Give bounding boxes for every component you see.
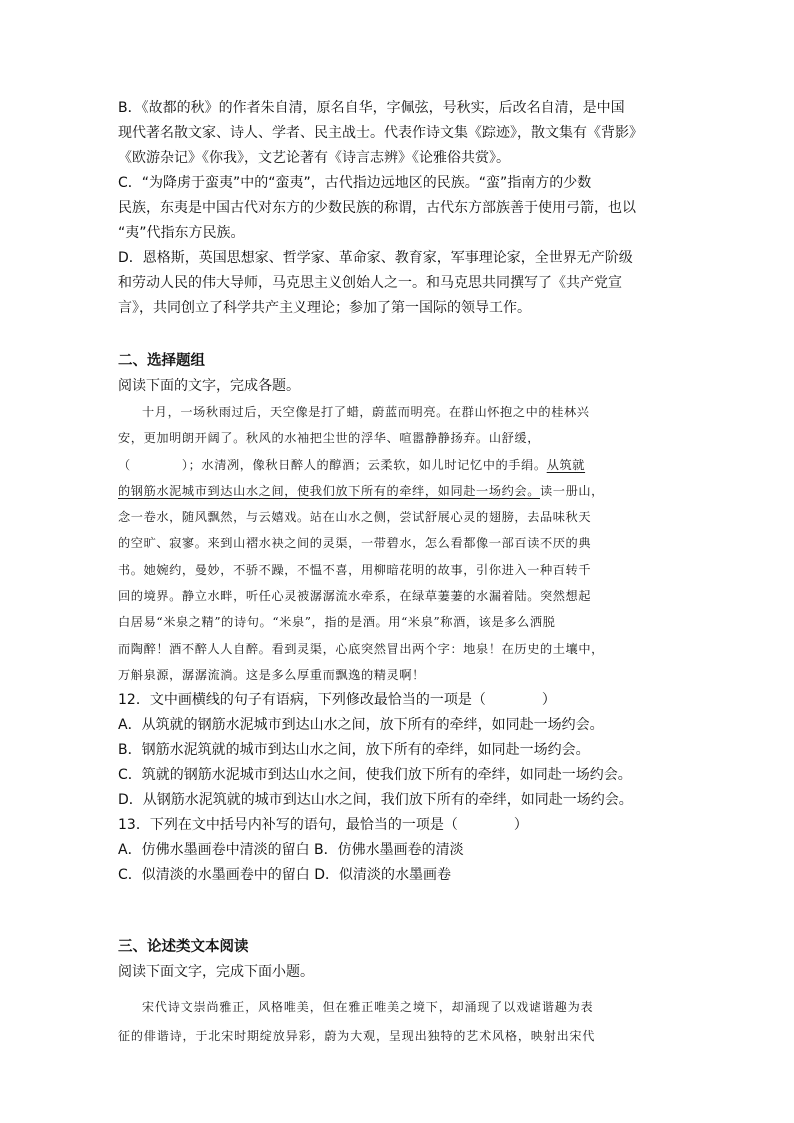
option-c-line-3: “夷”代指东方民族。 — [118, 225, 245, 241]
option-d-line-1: D．恩格斯，英国思想家、哲学家、革命家、教育家，军事理论家，全世界无产阶级 — [118, 250, 633, 266]
option-b-line-3: 《欧游杂记》《你我》，文艺论著有《诗言志辨》《论雅俗共赏》。 — [118, 150, 510, 166]
passage-line: 征的俳谐诗，于北宋时期绽放异彩，蔚为大观，呈现出独特的艺术风格，映射出宋代 — [118, 1029, 596, 1044]
section-instruction: 阅读下面的文字，完成各题。 — [118, 378, 300, 394]
choices-c-d: C．似清淡的水墨画卷中的留白 D．似清淡的水墨画卷 — [118, 867, 452, 884]
choice-a: A．从筑就的钢筋水泥城市到达山水之间，放下所有的牵绊，如同赴一场约会。 — [118, 717, 604, 734]
underlined-sentence: 的钢筋水泥城市到达山水之间，使我们放下所有的牵绊，如同赴一场约会。 — [118, 483, 540, 498]
underlined-sentence: 从筑就 — [546, 457, 586, 472]
passage-line — [118, 452, 678, 478]
choice-d: D．从钢筋水泥筑就的城市到达山水之间，我们放下所有的牵绊，如同赴一场约会。 — [118, 792, 633, 809]
passage-text: （ ）；水清冽，像秋日醉人的醇酒；云柔软，如儿时记忆中的手绢。 — [118, 457, 547, 472]
section-heading: 三、论述类文本阅读 — [118, 939, 249, 956]
passage-line: 白居易“米泉之精”的诗句。“米泉”，指的是酒。用“米泉”称酒，该是多么洒脱 — [118, 615, 556, 630]
passage-line: 念一卷水，随风飘然，与云嬉戏。站在山水之侧，尝试舒展心灵的翅膀，去品味秋天 — [118, 510, 592, 525]
passage-line: 万斛泉源，潺潺流淌。这是多么厚重而飘逸的精灵啊！ — [118, 667, 425, 682]
section-argumentative-reading — [118, 935, 678, 1051]
section-instruction: 阅读下面文字，完成下面小题。 — [118, 964, 314, 981]
option-d-line-3: 言》，共同创立了科学共产主义理论；参加了第一国际的领导工作。 — [118, 300, 531, 316]
passage-line: 十月，一场秋雨过后，天空像是打了蜡，蔚蓝而明亮。在群山怀抱之中的桂林兴 — [142, 405, 590, 419]
question-12 — [118, 688, 678, 813]
passage-line: 的空旷、寂寥。来到山褶水袂之间的灵渠，一带碧水，怎么看都像一部百读不厌的典 — [118, 536, 592, 551]
previous-question-options — [118, 96, 678, 321]
option-c-line-1: C．“为降虏于蛮夷”中的“蛮夷”，古代指边远地区的民族。“蛮”指南方的少数 — [118, 175, 592, 191]
section-heading: 二、选择题组 — [118, 353, 205, 369]
passage-line: 宋代诗文崇尚雅正，风格唯美，但在雅正唯美之境下，却涌现了以戏谑谐趣为表 — [142, 1000, 594, 1015]
question-13 — [118, 813, 678, 888]
option-c-line-2: 民族，东夷是中国古代对东方的少数民族的称谓，古代东方部族善于使用弓箭，也以 — [118, 200, 636, 216]
document-page — [118, 96, 678, 1051]
option-b-line-2: 现代著名散文家、诗人、学者、民主战士。代表作诗文集《踪迹》，散文集有《背影》 — [118, 125, 643, 141]
question-stem: 13．下列在文中括号内补写的语句，最恰当的一项是（ ） — [118, 817, 528, 834]
passage-text: 读一册山， — [540, 483, 604, 498]
passage-line — [118, 478, 678, 504]
passage-line: 安，更加明朗开阔了。秋风的水袖把尘世的浮华、喧嚣静静扬弃。山舒缓， — [118, 431, 540, 446]
question-stem: 12．文中画横线的句子有语病，下列修改最恰当的一项是（ ） — [118, 692, 556, 709]
option-d-line-2: 和劳动人民的伟大导师，马克思主义创始人之一。和马克思共同撰写了《共产党宣 — [118, 275, 622, 291]
choices-a-b: A．仿佛水墨画卷中清淡的留白 B．仿佛水墨画卷的清淡 — [118, 842, 464, 859]
choice-c: C．筑就的钢筋水泥城市到达山水之间，使我们放下所有的牵绊，如同赴一场约会。 — [118, 767, 632, 784]
option-b-line-1: B．《故都的秋》的作者朱自清，原名自华，字佩弦，号秋实，后改名自清，是中国 — [118, 100, 625, 116]
passage-line: 回的境界。静立水畔，听任心灵被潺潺流水牵系，在绿草萋萋的水漏着陆。突然想起 — [118, 589, 592, 604]
reading-passage — [118, 399, 678, 688]
passage-line: 而陶醉！酒不醉人人自醉。看到灵渠，心底突然冒出两个字：地泉！在历史的土壤中， — [118, 641, 604, 656]
section-choice-group — [118, 349, 678, 888]
choice-b: B．钢筋水泥筑就的城市到达山水之间，放下所有的牵绊，如同赴一场约会。 — [118, 742, 590, 759]
passage-line: 书。她婉约，曼妙，不骄不躁，不愠不喜，用柳暗花明的故事，引你进入一种百转千 — [118, 562, 592, 577]
